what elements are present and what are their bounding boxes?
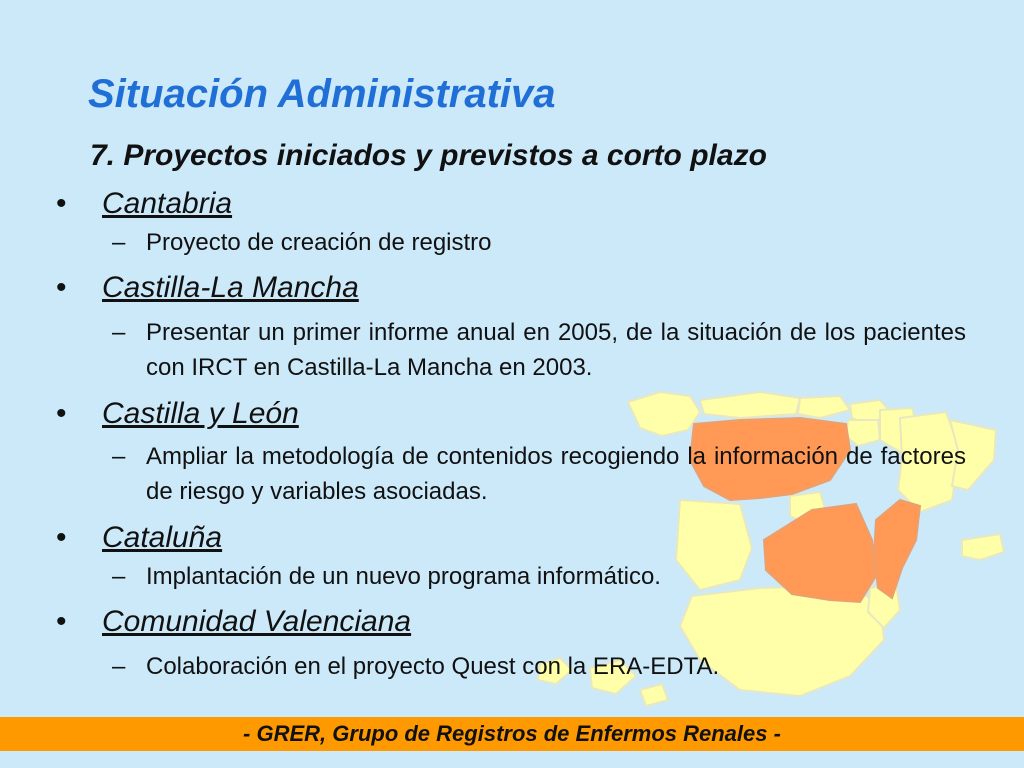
map-region-canarias-3 <box>640 684 668 706</box>
region-detail <box>56 559 966 594</box>
region-label: Castilla-La Mancha <box>102 271 359 304</box>
bullet-icon: • <box>56 271 67 304</box>
detail-text: Colaboración en el proyecto Quest con la ERA-EDTA. <box>146 653 720 680</box>
slide-subtitle: 7. Proyectos iniciados y previstos a corto plazo <box>90 139 767 172</box>
detail-text: Presentar un primer informe anual en 2005, de la situación de los pacientes con IRCT en Castilla-La Mancha en 2003. <box>146 319 966 381</box>
dash-icon: – <box>112 563 126 590</box>
dash-icon: – <box>112 319 126 346</box>
region-detail <box>56 439 966 509</box>
bullet-icon: • <box>56 521 67 554</box>
slide-title: Situación Administrativa <box>88 72 556 116</box>
footer-bar: - GRER, Grupo de Registros de Enfermos Renales - <box>0 717 1024 751</box>
bullet-icon: • <box>56 397 67 430</box>
region-detail <box>56 225 966 260</box>
region-heading <box>56 517 966 559</box>
region-detail <box>56 315 966 385</box>
bullet-icon: • <box>56 187 67 220</box>
list-item-castilla-y-leon <box>56 393 966 509</box>
bullet-icon: • <box>56 605 67 638</box>
region-label: Castilla y León <box>102 397 299 430</box>
region-heading <box>56 393 966 435</box>
region-heading <box>56 183 966 225</box>
dash-icon: – <box>112 443 126 470</box>
detail-text: Proyecto de creación de registro <box>146 229 492 256</box>
list-item-cataluna <box>56 517 966 594</box>
detail-text: Implantación de un nuevo programa informático. <box>146 563 661 590</box>
region-label: Cataluña <box>102 521 223 554</box>
region-heading <box>56 267 966 309</box>
detail-text: Ampliar la metodología de contenidos recogiendo la información de factores de riesgo y variables asociadas. <box>146 443 966 505</box>
dash-icon: – <box>112 229 126 256</box>
dash-icon: – <box>112 653 126 680</box>
list-item-cantabria <box>56 183 966 260</box>
region-label: Comunidad Valenciana <box>102 605 412 638</box>
region-label: Cantabria <box>102 187 233 220</box>
region-detail <box>56 649 966 684</box>
region-heading <box>56 601 966 643</box>
map-region-baleares <box>962 534 1004 560</box>
list-item-comunidad-valenciana <box>56 601 966 684</box>
list-item-castilla-la-mancha <box>56 267 966 385</box>
bullet-list <box>56 183 966 684</box>
